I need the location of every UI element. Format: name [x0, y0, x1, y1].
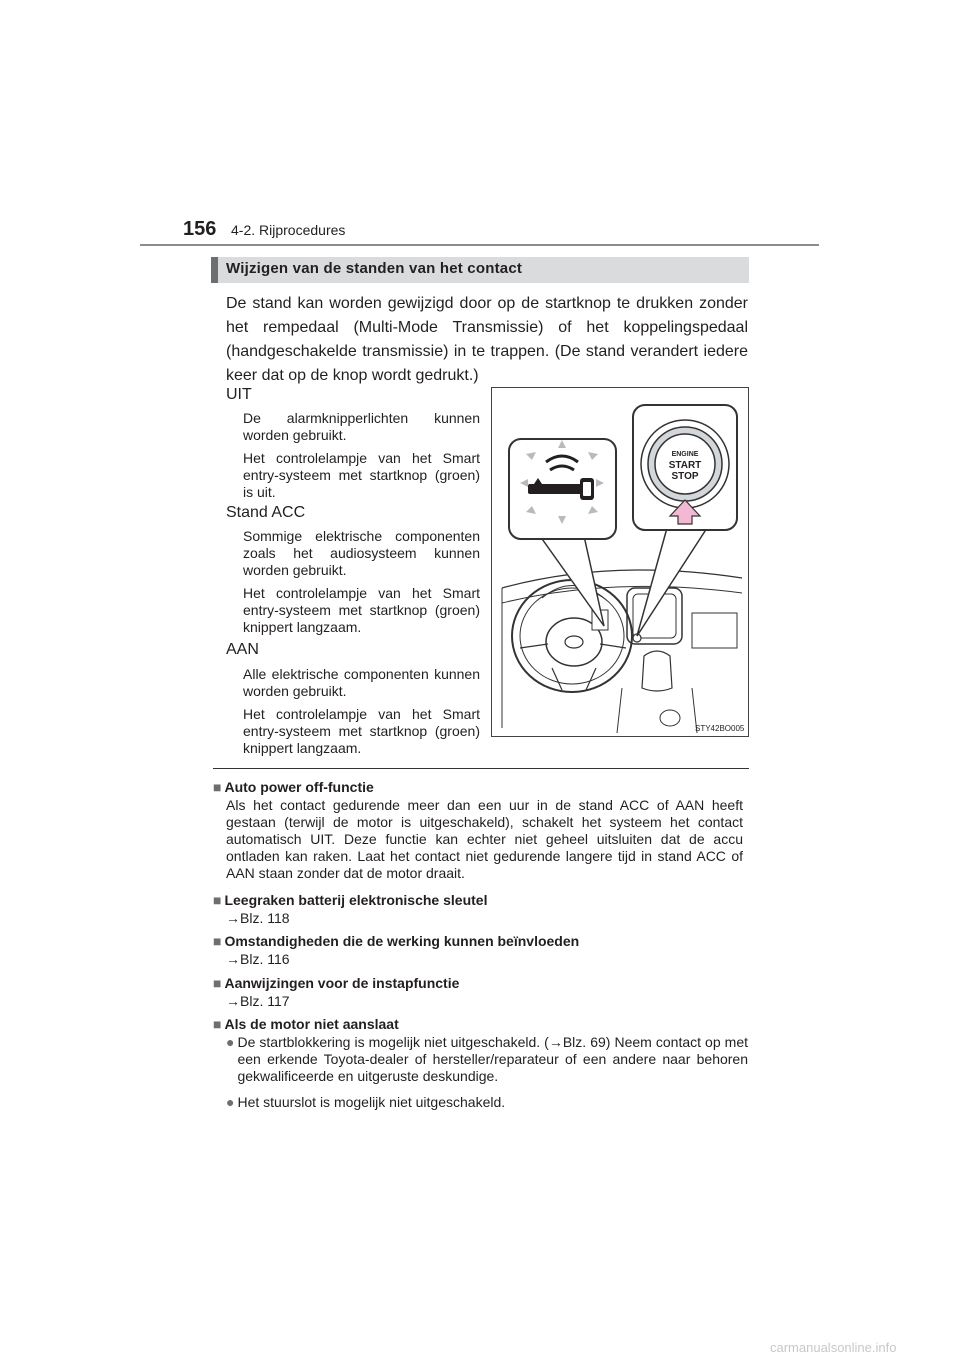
note-5-heading — [213, 1016, 399, 1032]
button-text-start: START — [668, 460, 702, 471]
mode-off-line-2: Het controlelampje van het Smart entry-systeem met startknop (groen) is uit. — [243, 450, 480, 500]
page-number: 156 — [183, 218, 217, 240]
centre-console — [617, 588, 697, 733]
note-1-title: Auto power off-functie — [224, 779, 374, 795]
button-text-stop: STOP — [671, 471, 699, 482]
figure-code: STY42BO005 — [695, 724, 745, 733]
note-1-body: Als het contact gedurende meer dan een uur in de stand ACC of AAN heeft gestaan (terwijl de motor is uitgeschakeld), schakelt het systeem het contact automatisch UIT. Deze functie kan echter niet geheel uitsluiten dat de accu ontladen kan raken. Laat het contact niet gedurende langere tijd in stand ACC of AAN staan zonder dat de motor draait. — [226, 797, 743, 881]
square-bullet-icon: ■ — [213, 975, 222, 991]
mode-acc-line-1: Sommige elektrische componenten zoals het audiosysteem kunnen worden gebruikt. — [243, 528, 480, 578]
square-bullet-icon: ■ — [213, 1016, 222, 1032]
square-bullet-icon: ■ — [213, 933, 222, 949]
header-rule — [140, 244, 819, 246]
figure-engine-start — [491, 387, 749, 737]
steering-wheel — [512, 580, 632, 692]
figure-illustration — [492, 388, 748, 736]
mode-on-line-1: Alle elektrische componenten kunnen worden gebruikt. — [243, 666, 480, 699]
mode-off-name: UIT — [226, 386, 252, 403]
note-2-ref: →Blz. 118 — [226, 910, 290, 926]
note-5-title: Als de motor niet aanslaat — [224, 1016, 399, 1032]
mode-acc-desc — [243, 528, 480, 642]
mode-acc-name: Stand ACC — [226, 504, 306, 521]
button-text-engine: ENGINE — [671, 451, 699, 458]
chapter-title: 4-2. Rijprocedures — [231, 222, 346, 238]
notes-rule — [213, 768, 749, 769]
note-4-ref: →Blz. 117 — [226, 993, 290, 1009]
note-5-bullet-2-text: Het stuurslot is mogelijk niet uitgeschakeld. — [237, 1094, 506, 1110]
mode-off-desc — [243, 410, 480, 507]
note-5-bullet-1-text: De startblokkering is mogelijk niet uitgeschakeld. (→Blz. 69) Neem contact op met een erkende Toyota-dealer of hersteller/reparateur of een andere naar behoren gekwalificeerde en uitgeruste deskundige. — [237, 1034, 748, 1084]
mode-off-line-1: De alarmknipperlichten kunnen worden gebruikt. — [243, 410, 480, 443]
square-bullet-icon: ■ — [213, 892, 222, 908]
note-3-title: Omstandigheden die de werking kunnen beïnvloeden — [224, 933, 580, 949]
mode-on-desc — [243, 666, 480, 763]
note-4-title: Aanwijzingen voor de instapfunctie — [224, 975, 460, 991]
mode-on-name: AAN — [226, 641, 259, 658]
note-3-ref: →Blz. 116 — [226, 951, 290, 967]
circle-bullet-icon: ● — [226, 1034, 235, 1050]
note-3-heading — [213, 933, 579, 949]
mode-on-line-2: Het controlelampje van het Smart entry-systeem met startknop (groen) knippert langzaam. — [243, 706, 480, 756]
note-4-heading — [213, 975, 459, 991]
circle-bullet-icon: ● — [226, 1094, 235, 1110]
note-5-bullet-1 — [226, 1034, 748, 1085]
section-title: Wijzigen van de standen van het contact — [226, 260, 523, 277]
square-bullet-icon: ■ — [213, 779, 222, 795]
footer-watermark: carmanualsonline.info — [770, 1340, 897, 1355]
note-5-bullet-2 — [226, 1094, 748, 1111]
mode-acc-line-2: Het controlelampje van het Smart entry-systeem met startknop (groen) knippert langzaam. — [243, 585, 480, 635]
note-2-heading — [213, 892, 487, 908]
section-marker — [211, 257, 218, 283]
intro-paragraph: De stand kan worden gewijzigd door op de startknop te drukken zonder het rempedaal (Multi-Mode Transmissie) of het koppelingspedaal (handgeschakelde transmissie) in te trappen. (De stand verandert iedere keer dat op de knop wordt gedrukt.) — [226, 295, 748, 384]
engine-start-stop-icon — [641, 420, 729, 508]
note-1-heading — [213, 779, 374, 795]
note-2-title: Leegraken batterij elektronische sleutel — [224, 892, 488, 908]
